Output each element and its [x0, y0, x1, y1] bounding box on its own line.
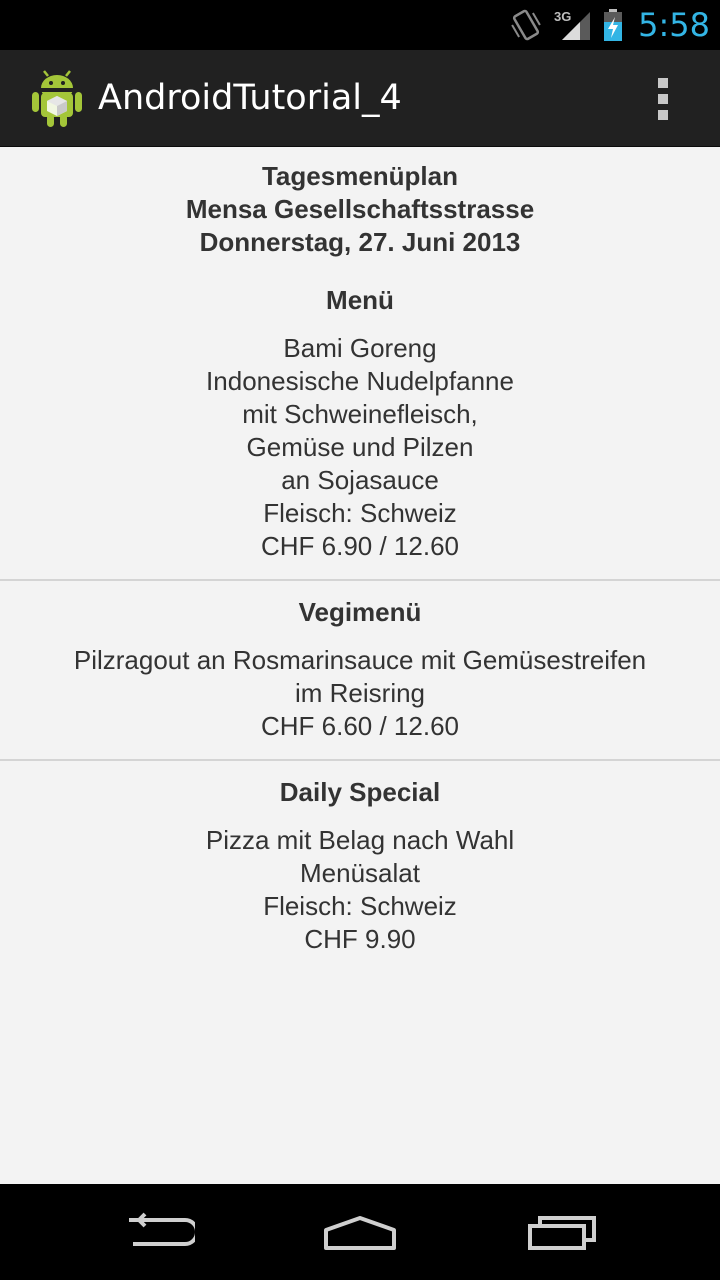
menu-header: [0, 147, 720, 259]
status-time: 5:58: [638, 6, 710, 44]
section-title: Daily Special: [279, 777, 441, 807]
menu-price: CHF 6.90 / 12.60: [261, 531, 459, 561]
menu-line: Bami Goreng: [283, 333, 437, 363]
header-date: Donnerstag, 27. Juni 2013: [199, 227, 521, 257]
vibrate-icon: [510, 8, 542, 42]
status-bar: [0, 0, 720, 50]
home-button[interactable]: [300, 1204, 420, 1260]
overflow-dot: [658, 78, 668, 88]
recent-apps-button[interactable]: [502, 1204, 622, 1260]
menu-line: Gemüse und Pilzen: [246, 432, 474, 462]
menu-content: [0, 147, 720, 1183]
battery-charging-icon: [602, 8, 624, 42]
navigation-bar: [0, 1184, 720, 1280]
menu-section: [0, 259, 720, 579]
signal-icon: [552, 8, 592, 42]
daily-special-section: [0, 761, 720, 956]
menu-line: im Reisring: [294, 678, 426, 708]
home-icon: [322, 1212, 398, 1252]
recent-apps-icon: [526, 1212, 598, 1252]
menu-price: CHF 6.60 / 12.60: [261, 711, 459, 741]
header-location: Mensa Gesellschaftsstrasse: [185, 194, 535, 224]
menu-line: Pizza mit Belag nach Wahl: [205, 825, 515, 855]
android-icon[interactable]: [30, 70, 84, 128]
section-title: Vegimenü: [298, 597, 422, 627]
menu-line: Fleisch: Schweiz: [263, 891, 457, 921]
menu-line: Pilzragout an Rosmarinsauce mit Gemüsestreifen: [73, 645, 647, 675]
menu-line: Indonesische Nudelpfanne: [206, 366, 514, 396]
overflow-dot: [658, 110, 668, 120]
back-button[interactable]: [100, 1204, 220, 1260]
header-title: Tagesmenüplan: [261, 161, 458, 191]
menu-line: mit Schweinefleisch,: [242, 399, 478, 429]
status-icons: [510, 0, 710, 50]
app-title: AndroidTutorial_4: [98, 78, 402, 118]
vegi-section: [0, 581, 720, 759]
back-icon: [125, 1212, 195, 1252]
menu-line: Menüsalat: [300, 858, 420, 888]
menu-line: Fleisch: Schweiz: [263, 498, 457, 528]
section-title: Menü: [326, 285, 394, 315]
menu-line: an Sojasauce: [281, 465, 439, 495]
network-type-label: 3G: [554, 9, 572, 24]
overflow-dot: [658, 94, 668, 104]
menu-price: CHF 9.90: [304, 924, 416, 954]
overflow-menu-icon[interactable]: [646, 74, 680, 124]
action-bar: [0, 50, 720, 147]
